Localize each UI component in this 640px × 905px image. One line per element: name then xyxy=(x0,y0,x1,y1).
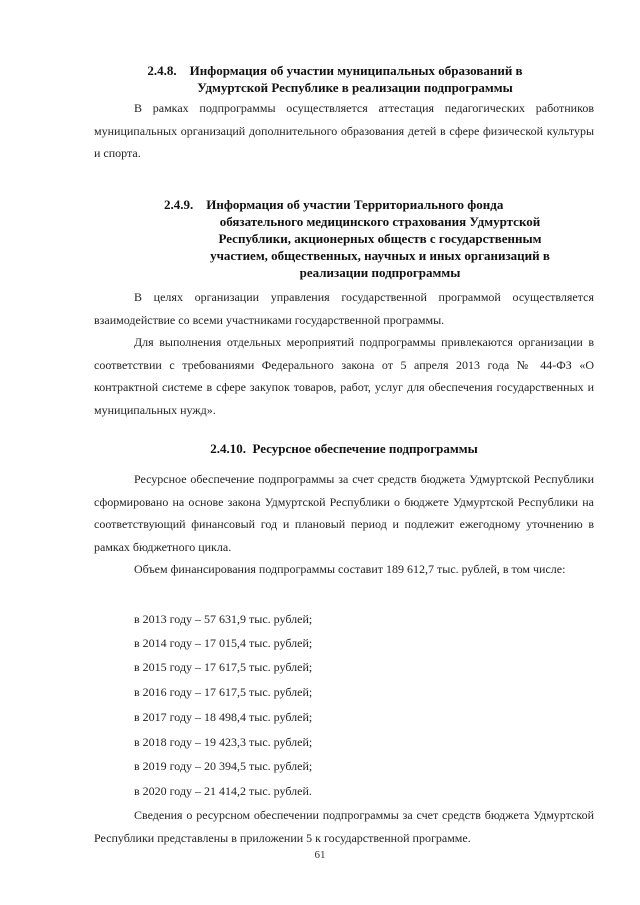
funding-item-2020: в 2020 году – 21 414,2 тыс. рублей. xyxy=(134,784,312,798)
section-2-4-10-paragraph-1: Ресурсное обеспечение подпрограммы за счет средств бюджета Удмуртской Республики сформировано на основе закона Удмуртской Республики о бюджете Удмуртской Республики на соответствующий финансовый год и плановый период и подлежит ежегодному уточнению в рамках бюджетного цикла. xyxy=(94,472,594,554)
section-2-4-8-heading-line1: 2.4.8. Информация об участии муниципальных образований в xyxy=(147,63,523,78)
section-2-4-10-paragraph-3: Сведения о ресурсном обеспечении подпрограммы за счет средств бюджета Удмуртской Республики представлены в приложении 5 к государственной программе. xyxy=(94,808,594,845)
section-2-4-8-heading-line2: Удмуртской Республике в реализации подпрограммы xyxy=(197,80,513,95)
funding-item-2019: в 2019 году – 20 394,5 тыс. рублей; xyxy=(134,759,313,773)
section-2-4-10-heading: 2.4.10. Ресурсное обеспечение подпрограммы xyxy=(210,441,478,456)
funding-item-2017: в 2017 году – 18 498,4 тыс. рублей; xyxy=(134,710,313,724)
funding-item-2015: в 2015 году – 17 617,5 тыс. рублей; xyxy=(134,660,313,674)
section-2-4-9-paragraph-2: Для выполнения отдельных мероприятий подпрограммы привлекаются организации в соответствии с требованиями Федерального закона от 5 апреля 2013 года № 44-ФЗ «О контрактной системе в сфере закупок товаров, работ, услуг для обеспечения государственных и муниципальных нужд». xyxy=(94,335,594,417)
section-2-4-9-heading-line1: 2.4.9. Информация об участии Территориального фонда xyxy=(164,197,504,212)
section-2-4-8-paragraph: В рамках подпрограммы осуществляется аттестация педагогических работников муниципальных организаций дополнительного образования детей в сфере физической культуры и спорта. xyxy=(94,101,594,160)
section-2-4-9-paragraph-1: В целях организации управления государственной программой осуществляется взаимодействие со всеми участниками государственной программы. xyxy=(94,290,594,327)
section-2-4-9-heading xyxy=(150,196,570,281)
funding-item-2016: в 2016 году – 17 617,5 тыс. рублей; xyxy=(134,685,313,699)
section-2-4-8-heading xyxy=(120,62,550,96)
funding-item-2013: в 2013 году – 57 631,9 тыс. рублей; xyxy=(134,612,313,626)
section-2-4-10-paragraph-2: Объем финансирования подпрограммы составит 189 612,7 тыс. рублей, в том числе: xyxy=(134,562,566,576)
page-number: 61 xyxy=(314,849,326,861)
funding-item-2018: в 2018 году – 19 423,3 тыс. рублей; xyxy=(134,735,313,749)
section-2-4-9-heading-line4: участием, общественных, научных и иных организаций в xyxy=(210,248,550,263)
funding-item-2014: в 2014 году – 17 015,4 тыс. рублей; xyxy=(134,636,313,650)
section-2-4-9-heading-line5: реализации подпрограммы xyxy=(299,265,461,280)
section-2-4-9-heading-line2: обязательного медицинского страхования Удмуртской xyxy=(219,214,541,229)
section-2-4-9-heading-line3: Республики, акционерных обществ с государственным xyxy=(218,231,542,246)
